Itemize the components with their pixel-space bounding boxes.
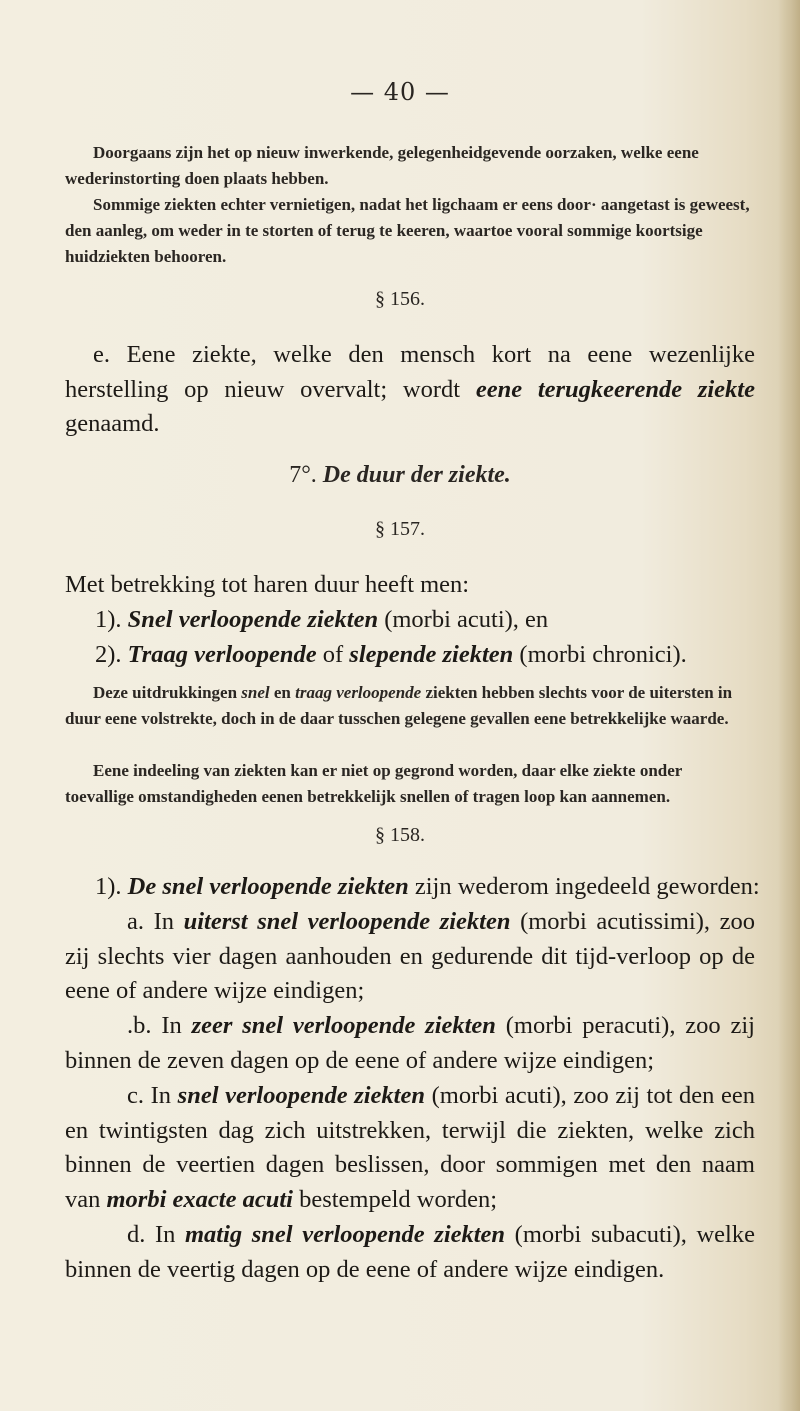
page-edge-shadow	[778, 0, 800, 1411]
section-158: § 158.	[375, 824, 425, 846]
text-run: .b. In	[127, 1012, 192, 1039]
text-run: (morbi acuti), en	[378, 606, 549, 633]
text-run: e. Eene ziekte, welke den mensch kort na eene wezenlijke herstelling op nieuw overvalt; wordt	[65, 341, 755, 403]
text-run: (morbi subacuti), welke binnen de veertig dagen op de eene of andere wijze eindigen.	[65, 1221, 755, 1283]
paragraph-wederinstorting: Doorgaans zijn het op nieuw inwerkende, gelegenheidgevende oorzaken, welke eene wederinstorting doen plaats hebben.	[65, 143, 699, 188]
heading-duur-der-ziekte	[0, 462, 800, 489]
page-number: — 40 —	[350, 78, 450, 106]
text-run: of	[316, 641, 350, 668]
text-run: (morbi peracuti), zoo zij binnen de zeven dagen op de eene of andere wijze eindigen;	[65, 1012, 755, 1074]
term-morbi-exacte-acuti: morbi exacte acuti	[106, 1185, 293, 1213]
term-slepende-ziekten: slepende ziekten	[349, 641, 514, 668]
text-run: a. In	[127, 908, 184, 935]
section-156: § 156.	[375, 288, 425, 310]
text-run: zijn wederom ingedeeld geworden:	[408, 873, 760, 900]
term-terugkeerende-ziekte: eene terugkeerende ziekte	[475, 375, 755, 403]
paragraph-met-betrekking: Met betrekking tot haren duur heeft men:	[65, 571, 470, 598]
list-number: 2).	[95, 641, 128, 668]
section-157: § 157.	[375, 518, 425, 540]
text-run: c. In	[127, 1082, 178, 1109]
term-snel-verloopende-ziekten: De snel verloopende ziekten	[127, 873, 409, 900]
text-run: (morbi chronici).	[513, 641, 687, 668]
text-run: d. In	[127, 1221, 185, 1248]
paragraph-terugkeerende-ziekte	[65, 338, 755, 442]
paragraph-ingedeeld	[95, 870, 765, 905]
term-uiterst-snel: uiterst snel verloopende ziekten	[183, 908, 511, 935]
text-run: (morbi acuti), zoo zij tot den een en twintigsten dag zich uitstrekken, terwijl die ziekten, welke zich binnen de veertien dagen beslissen, door sommigen met den naam van	[65, 1082, 755, 1213]
term-snel: snel	[241, 683, 270, 702]
list-item-c	[65, 1079, 755, 1217]
term-zeer-snel: zeer snel verloopende ziekten	[191, 1012, 496, 1039]
heading-number: 7°.	[289, 462, 323, 488]
list-number: 1).	[95, 873, 128, 900]
list-item-a	[65, 905, 755, 1009]
term-traag-verloopende: Traag verloopende	[127, 641, 317, 668]
heading-title: De duur der ziekte.	[322, 462, 511, 488]
list-item-snel	[95, 603, 755, 638]
text-run: genaamd.	[65, 410, 160, 438]
paragraph-indeeling: Eene indeeling van ziekten kan er niet op gegrond worden, daar elke ziekte onder toevallige omstandigheden eenen betrekkelijk snellen of tragen loop kan aannemen.	[65, 761, 683, 806]
paragraph-sommige-ziekten: Sommige ziekten echter vernietigen, nadat het ligchaam er eens door· aangetast is geweest, den aanleg, om weder in te storten of terug te keeren, waartoe vooral sommige koortsige huidziekten behooren.	[65, 195, 750, 266]
list-number: 1).	[95, 606, 128, 633]
list-item-traag	[95, 638, 765, 673]
text-run: Deze uitdrukkingen	[93, 683, 242, 702]
text-run: ziekten hebben slechts voor de uitersten in duur eene volstrekte, doch in de daar tusschen gelegene gevallen eene betrekkelijke waarde.	[65, 683, 733, 728]
term-traag: traag verloopende	[295, 683, 422, 702]
list-item-d	[65, 1218, 755, 1287]
text-run: bestempeld worden;	[292, 1185, 498, 1213]
list-item-b	[65, 1009, 755, 1078]
text-run: (morbi acutissimi), zoo zij slechts vier dagen aanhouden en gedurende dit tijd-verloop op de eene of andere wijze eindigen;	[65, 908, 755, 1005]
term-snel-verloopende: Snel verloopende ziekten	[127, 606, 379, 633]
text-run: en	[269, 683, 296, 702]
term-matig-snel: matig snel verloopende ziekten	[185, 1221, 506, 1248]
paragraph-uitdrukkingen	[65, 680, 755, 732]
term-snel-verloopende-c: snel verloopende ziekten	[177, 1082, 425, 1109]
